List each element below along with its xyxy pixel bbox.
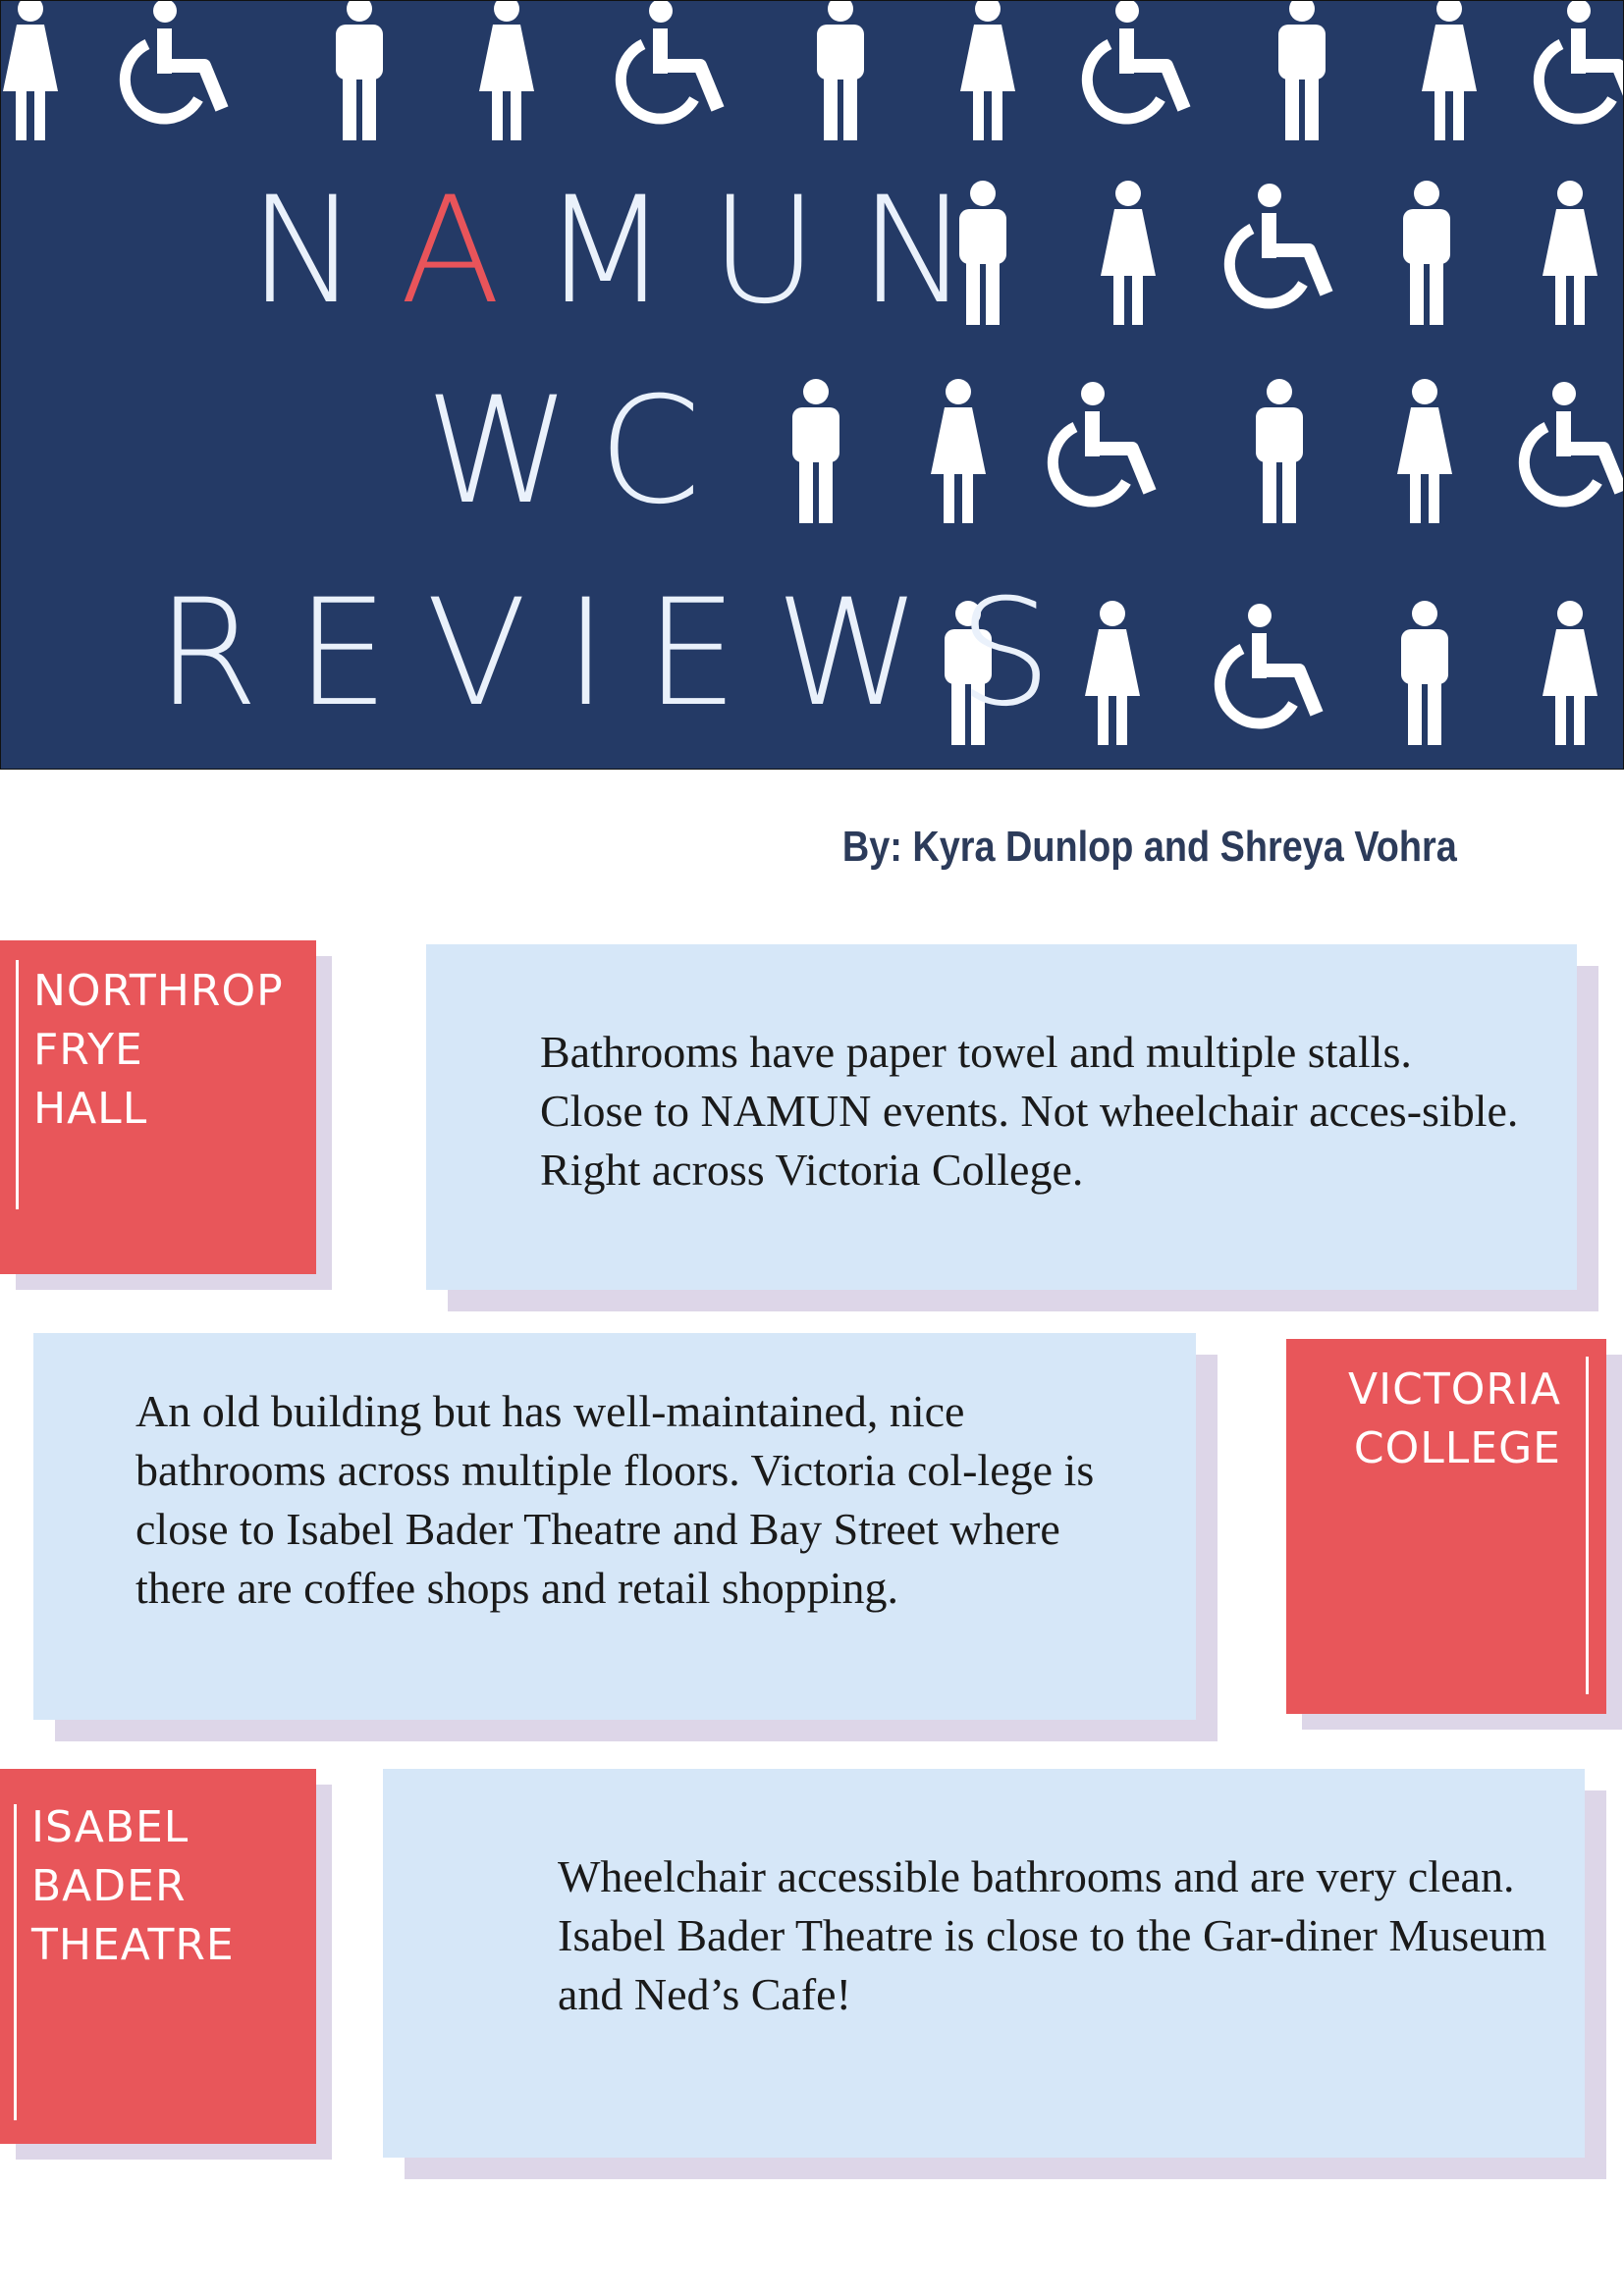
woman-icon xyxy=(931,379,986,523)
woman-icon xyxy=(960,1,1015,140)
byline: By: Kyra Dunlop and Shreya Vohra xyxy=(842,823,1457,871)
wheelchair-icon xyxy=(1539,1,1624,119)
header-banner xyxy=(0,0,1624,770)
review-card-victoria-college xyxy=(33,1333,1196,1720)
location-name: NORTHROP FRYE HALL xyxy=(33,966,284,1134)
woman-icon xyxy=(1422,1,1477,140)
man-icon xyxy=(3,1,58,140)
location-label-victoria-college xyxy=(1286,1339,1606,1714)
location-name: VICTORIA COLLEGE xyxy=(1348,1364,1561,1473)
title-namun xyxy=(248,166,1010,337)
woman-icon xyxy=(1101,181,1156,325)
wheelchair-icon xyxy=(621,1,718,119)
review-text: An old building but has well-maintained, nice bathrooms across multiple floors. Victoria col-lege is close to Isabel Bader Theatre and Bay Street where there are coffee shops and retail shopping. xyxy=(135,1386,1095,1613)
man-icon xyxy=(1278,1,1326,140)
location-label-northrop-frye-hall xyxy=(0,940,316,1274)
title-accent-letter: A xyxy=(400,166,542,337)
label-rule xyxy=(16,960,19,1209)
man-icon xyxy=(336,1,383,140)
location-name: ISABEL BADER THEATRE xyxy=(31,1802,235,1970)
woman-icon xyxy=(1085,601,1140,745)
title-letter-n: N xyxy=(248,166,401,337)
review-text: Bathrooms have paper towel and multiple stalls. Close to NAMUN events. Not wheelchair acces-sible. Right across Victoria College. xyxy=(540,1027,1519,1195)
location-label-isabel-bader-theatre xyxy=(0,1769,316,2144)
wheelchair-icon xyxy=(125,1,222,119)
review-card-isabel-bader-theatre xyxy=(383,1769,1585,2158)
man-icon xyxy=(817,1,864,140)
wheelchair-icon xyxy=(1524,382,1621,502)
wheelchair-icon xyxy=(1219,604,1317,723)
title-reviews: REVIEWS xyxy=(156,568,1090,739)
man-icon xyxy=(792,379,839,523)
title-wc: WC xyxy=(425,366,730,537)
man-icon xyxy=(1403,181,1450,325)
man-icon xyxy=(1401,601,1448,745)
wheelchair-icon xyxy=(1087,1,1184,119)
label-rule xyxy=(14,1804,17,2120)
wheelchair-icon xyxy=(1229,184,1326,303)
wheelchair-icon xyxy=(1053,382,1150,502)
man-icon xyxy=(1256,379,1303,523)
title-letters-mun: MUN xyxy=(541,166,1011,337)
woman-icon xyxy=(1397,379,1452,523)
review-text: Wheelchair accessible bathrooms and are very clean. Isabel Bader Theatre is close to the Gar-diner Museum and Ned’s Cafe! xyxy=(558,1851,1547,2019)
review-card-northrop-frye-hall xyxy=(426,944,1577,1290)
woman-icon xyxy=(1543,181,1597,325)
woman-icon xyxy=(1543,601,1597,745)
label-rule xyxy=(1586,1357,1589,1694)
woman-icon xyxy=(479,1,534,140)
